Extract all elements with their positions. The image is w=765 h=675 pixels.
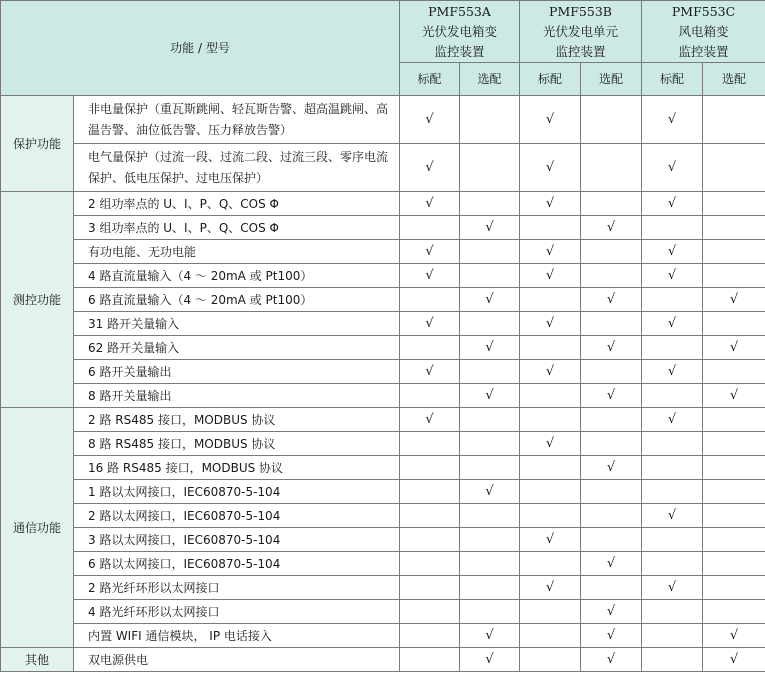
table-header [1, 1, 765, 96]
table-row [1, 528, 765, 552]
check-mark-cell: √ [520, 144, 581, 192]
optional-header-b: 选配 [581, 63, 642, 96]
category-cell: 通信功能 [1, 408, 74, 648]
model-code: PMF553B [549, 3, 612, 19]
empty-cell [520, 336, 581, 360]
empty-cell [703, 216, 765, 240]
check-mark-cell: √ [520, 528, 581, 552]
model-desc-line2: 监控装置 [678, 43, 729, 59]
table-row [1, 648, 765, 672]
empty-cell [581, 480, 642, 504]
standard-header-b: 标配 [520, 63, 581, 96]
feature-cell: 2 路 RS485 接口，MODBUS 协议 [74, 408, 400, 432]
empty-cell [520, 288, 581, 312]
check-mark-cell: √ [703, 648, 765, 672]
check-mark-cell: √ [703, 384, 765, 408]
empty-cell [460, 600, 520, 624]
table-row [1, 432, 765, 456]
empty-cell [400, 432, 460, 456]
table-row [1, 312, 765, 336]
check-mark-cell: √ [703, 624, 765, 648]
check-mark-cell: √ [520, 192, 581, 216]
feature-cell: 3 组功率点的 U、I、P、Q、COS Φ [74, 216, 400, 240]
table-row [1, 240, 765, 264]
empty-cell [520, 504, 581, 528]
check-mark-cell: √ [642, 360, 703, 384]
check-mark-cell: √ [520, 240, 581, 264]
table-row [1, 504, 765, 528]
empty-cell [581, 360, 642, 384]
check-mark-cell: √ [642, 192, 703, 216]
empty-cell [460, 312, 520, 336]
empty-cell [400, 648, 460, 672]
model-desc-line2: 监控装置 [555, 43, 606, 59]
empty-cell [642, 528, 703, 552]
empty-cell [703, 528, 765, 552]
empty-cell [460, 240, 520, 264]
feature-cell: 6 路开关量输出 [74, 360, 400, 384]
empty-cell [642, 600, 703, 624]
empty-cell [581, 504, 642, 528]
empty-cell [400, 480, 460, 504]
table-row [1, 600, 765, 624]
table-row [1, 192, 765, 216]
empty-cell [520, 480, 581, 504]
check-mark-cell: √ [581, 384, 642, 408]
optional-header-a: 选配 [460, 63, 520, 96]
check-mark-cell: √ [460, 336, 520, 360]
feature-cell: 62 路开关量输入 [74, 336, 400, 360]
empty-cell [520, 384, 581, 408]
table-row [1, 456, 765, 480]
check-mark-cell: √ [400, 192, 460, 216]
feature-cell: 6 路直流量输入（4 ～ 20mA 或 Pt100） [74, 288, 400, 312]
check-mark-cell: √ [520, 432, 581, 456]
table-row [1, 408, 765, 432]
check-mark-cell: √ [460, 384, 520, 408]
feature-cell: 有功电能、无功电能 [74, 240, 400, 264]
empty-cell [460, 528, 520, 552]
table-row [1, 624, 765, 648]
check-mark-cell: √ [642, 96, 703, 144]
check-mark-cell: √ [581, 648, 642, 672]
check-mark-cell: √ [520, 312, 581, 336]
feature-cell: 16 路 RS485 接口，MODBUS 协议 [74, 456, 400, 480]
empty-cell [703, 192, 765, 216]
check-mark-cell: √ [642, 504, 703, 528]
feature-cell: 电气量保护（过流一段、过流二段、过流三段、零序电流保护、低电压保护、过电压保护） [74, 144, 400, 192]
empty-cell [400, 336, 460, 360]
check-mark-cell: √ [581, 336, 642, 360]
empty-cell [460, 96, 520, 144]
empty-cell [703, 480, 765, 504]
empty-cell [520, 408, 581, 432]
check-mark-cell: √ [642, 264, 703, 288]
check-mark-cell: √ [460, 648, 520, 672]
table-row [1, 552, 765, 576]
empty-cell [460, 360, 520, 384]
empty-cell [520, 552, 581, 576]
check-mark-cell: √ [400, 408, 460, 432]
table-row [1, 216, 765, 240]
empty-cell [581, 240, 642, 264]
table-row [1, 96, 765, 144]
check-mark-cell: √ [400, 264, 460, 288]
empty-cell [703, 240, 765, 264]
empty-cell [460, 408, 520, 432]
check-mark-cell: √ [581, 288, 642, 312]
function-model-header: 功能 / 型号 [1, 1, 400, 96]
empty-cell [520, 648, 581, 672]
standard-header-a: 标配 [400, 63, 460, 96]
empty-cell [460, 576, 520, 600]
model-desc-line1: 光伏发电箱变 [422, 23, 498, 39]
empty-cell [400, 600, 460, 624]
empty-cell [703, 312, 765, 336]
empty-cell [581, 432, 642, 456]
check-mark-cell: √ [703, 288, 765, 312]
empty-cell [642, 456, 703, 480]
empty-cell [642, 480, 703, 504]
check-mark-cell: √ [400, 360, 460, 384]
table-row [1, 264, 765, 288]
empty-cell [581, 144, 642, 192]
empty-cell [642, 552, 703, 576]
category-cell: 测控功能 [1, 192, 74, 408]
empty-cell [581, 408, 642, 432]
check-mark-cell: √ [400, 240, 460, 264]
empty-cell [642, 216, 703, 240]
empty-cell [520, 456, 581, 480]
empty-cell [400, 528, 460, 552]
empty-cell [400, 576, 460, 600]
feature-cell: 6 路以太网接口，IEC60870-5-104 [74, 552, 400, 576]
empty-cell [400, 456, 460, 480]
empty-cell [460, 264, 520, 288]
model-header-a [400, 1, 520, 63]
feature-cell: 2 路光纤环形以太网接口 [74, 576, 400, 600]
empty-cell [703, 264, 765, 288]
category-cell: 其他 [1, 648, 74, 672]
check-mark-cell: √ [520, 576, 581, 600]
feature-cell: 非电量保护（重瓦斯跳闸、轻瓦斯告警、超高温跳闸、高温告警、油位低告警、压力释放告警） [74, 96, 400, 144]
empty-cell [460, 456, 520, 480]
empty-cell [400, 384, 460, 408]
empty-cell [703, 600, 765, 624]
check-mark-cell: √ [520, 264, 581, 288]
check-mark-cell: √ [642, 408, 703, 432]
empty-cell [642, 384, 703, 408]
feature-cell: 双电源供电 [74, 648, 400, 672]
empty-cell [703, 408, 765, 432]
empty-cell [400, 624, 460, 648]
empty-cell [581, 576, 642, 600]
empty-cell [460, 552, 520, 576]
model-header-b [520, 1, 642, 63]
standard-header-c: 标配 [642, 63, 703, 96]
empty-cell [703, 432, 765, 456]
empty-cell [400, 288, 460, 312]
model-code: PMF553C [671, 3, 736, 19]
feature-cell: 8 路 RS485 接口，MODBUS 协议 [74, 432, 400, 456]
feature-cell: 2 组功率点的 U、I、P、Q、COS Φ [74, 192, 400, 216]
empty-cell [581, 528, 642, 552]
table-row [1, 576, 765, 600]
empty-cell [581, 96, 642, 144]
check-mark-cell: √ [520, 360, 581, 384]
check-mark-cell: √ [460, 216, 520, 240]
feature-cell: 31 路开关量输入 [74, 312, 400, 336]
feature-cell: 4 路直流量输入（4 ～ 20mA 或 Pt100） [74, 264, 400, 288]
empty-cell [703, 552, 765, 576]
check-mark-cell: √ [460, 480, 520, 504]
feature-cell: 2 路以太网接口，IEC60870-5-104 [74, 504, 400, 528]
table-row [1, 360, 765, 384]
empty-cell [581, 192, 642, 216]
check-mark-cell: √ [520, 96, 581, 144]
empty-cell [703, 360, 765, 384]
check-mark-cell: √ [400, 144, 460, 192]
check-mark-cell: √ [703, 336, 765, 360]
empty-cell [460, 144, 520, 192]
empty-cell [642, 336, 703, 360]
empty-cell [460, 192, 520, 216]
empty-cell [703, 576, 765, 600]
optional-header-c: 选配 [703, 63, 765, 96]
empty-cell [642, 288, 703, 312]
check-mark-cell: √ [642, 144, 703, 192]
check-mark-cell: √ [642, 576, 703, 600]
empty-cell [460, 432, 520, 456]
category-cell: 保护功能 [1, 96, 74, 192]
check-mark-cell: √ [581, 600, 642, 624]
empty-cell [642, 624, 703, 648]
model-desc-line1: 风电箱变 [678, 23, 729, 39]
empty-cell [581, 312, 642, 336]
feature-cell: 1 路以太网接口，IEC60870-5-104 [74, 480, 400, 504]
empty-cell [520, 624, 581, 648]
check-mark-cell: √ [581, 456, 642, 480]
empty-cell [703, 96, 765, 144]
table-row [1, 288, 765, 312]
feature-cell: 3 路以太网接口，IEC60870-5-104 [74, 528, 400, 552]
empty-cell [703, 504, 765, 528]
check-mark-cell: √ [642, 312, 703, 336]
model-desc-line1: 光伏发电单元 [543, 23, 619, 39]
check-mark-cell: √ [400, 312, 460, 336]
empty-cell [400, 216, 460, 240]
model-header-c [642, 1, 765, 63]
table-row [1, 480, 765, 504]
empty-cell [642, 432, 703, 456]
table-row [1, 336, 765, 360]
check-mark-cell: √ [400, 96, 460, 144]
table-row [1, 384, 765, 408]
table-row [1, 144, 765, 192]
check-mark-cell: √ [581, 216, 642, 240]
check-mark-cell: √ [460, 624, 520, 648]
table-body [1, 96, 765, 672]
empty-cell [400, 552, 460, 576]
empty-cell [581, 264, 642, 288]
empty-cell [460, 504, 520, 528]
feature-cell: 8 路开关量输出 [74, 384, 400, 408]
feature-cell: 4 路光纤环形以太网接口 [74, 600, 400, 624]
empty-cell [520, 600, 581, 624]
empty-cell [520, 216, 581, 240]
model-desc-line2: 监控装置 [434, 43, 485, 59]
check-mark-cell: √ [642, 240, 703, 264]
check-mark-cell: √ [581, 552, 642, 576]
empty-cell [642, 648, 703, 672]
feature-cell: 内置 WIFI 通信模块， IP 电话接入 [74, 624, 400, 648]
check-mark-cell: √ [581, 624, 642, 648]
empty-cell [400, 504, 460, 528]
empty-cell [703, 144, 765, 192]
check-mark-cell: √ [460, 288, 520, 312]
empty-cell [703, 456, 765, 480]
model-code: PMF553A [428, 3, 491, 19]
